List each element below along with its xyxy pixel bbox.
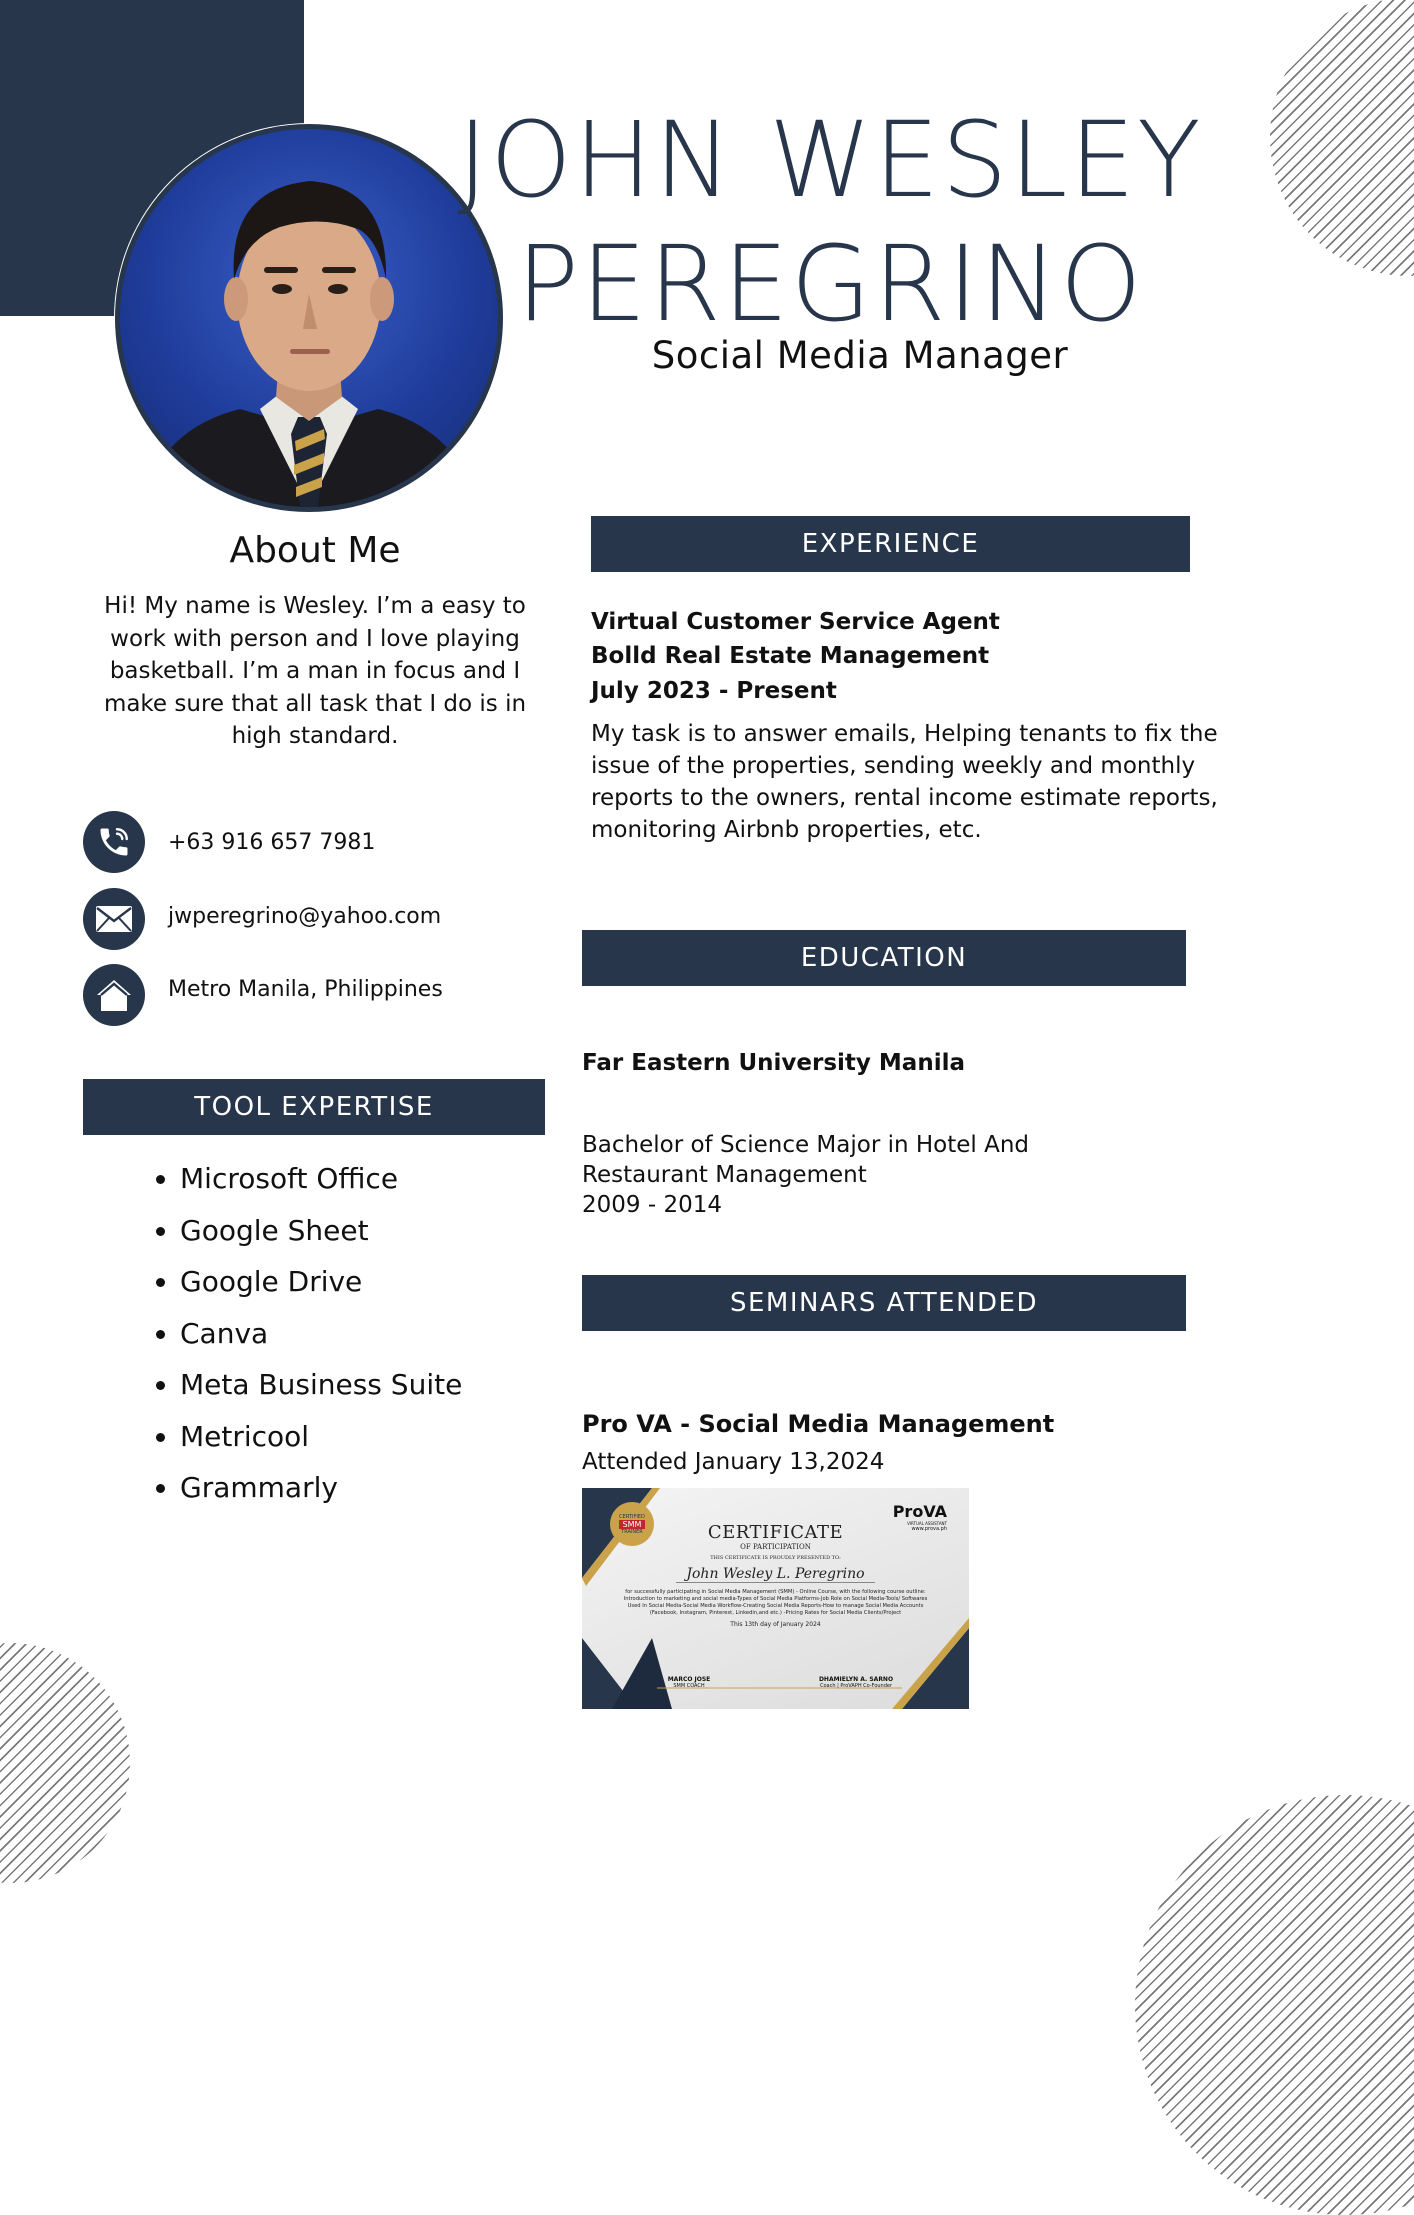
experience-company: Bolld Real Estate Management (591, 643, 990, 669)
seminar-title: Pro VA - Social Media Management (582, 1410, 1055, 1438)
badge-top: CERTIFIED (619, 1513, 645, 1520)
contact-address (83, 964, 145, 1026)
signer-2-name: DHAMIELYN A. SARNO (818, 1676, 894, 1683)
signature-2 (796, 1676, 916, 1689)
certificate-image (582, 1488, 969, 1709)
tools-list (140, 1158, 462, 1519)
experience-heading: EXPERIENCE (591, 516, 1190, 572)
hatch-circle-left (0, 1643, 130, 1883)
mail-icon (95, 904, 133, 934)
about-heading: About Me (229, 530, 401, 571)
brand-name: ProVA (892, 1502, 947, 1521)
job-title: Social Media Manager (651, 334, 1069, 377)
experience-dates: July 2023 - Present (591, 678, 837, 704)
badge-mid: SMM (619, 1520, 646, 1529)
signer-1-role: SMM COACH (673, 1683, 705, 1689)
education-school: Far Eastern University Manila (582, 1050, 965, 1076)
education-heading: EDUCATION (582, 930, 1186, 986)
brand-sub: VIRTUAL ASSISTANT (907, 1521, 947, 1526)
cert-title: CERTIFICATE (707, 1522, 844, 1543)
experience-description: My task is to answer emails, Helping tenants to fix the issue of the properties, sending weekly and monthly reports to the owners, rental income estimate reports, monitoring Airbnb properties, etc. (591, 721, 1218, 843)
list-item: • Microsoft Office (180, 1158, 462, 1210)
home-icon (95, 977, 133, 1013)
phone-icon (96, 824, 132, 860)
experience-role: Virtual Customer Service Agent (591, 609, 1000, 635)
list-item: • Metricool (180, 1416, 462, 1468)
contact-email (83, 888, 145, 950)
contact-address-text: Metro Manila, Philippines (168, 977, 443, 1002)
cert-presented: THIS CERTIFICATE IS PROUDLY PRESENTED TO: (710, 1555, 841, 1561)
list-item: • Grammarly (180, 1467, 462, 1519)
name-line-1: JOHN WESLEY (457, 99, 1203, 221)
list-item: • Google Drive (180, 1261, 462, 1313)
cert-recipient: John Wesley L. Peregrino (676, 1566, 874, 1583)
tools-heading: TOOL EXPERTISE (83, 1079, 545, 1135)
signature-1 (644, 1676, 734, 1689)
cert-date: This 13th day of January 2024 (730, 1621, 821, 1628)
about-text: Hi! My name is Wesley. I’m a easy to work with person and I love playing basketball. I’m a man in focus and I make sure that all task that I do is in high standard. (103, 593, 527, 749)
seminar-attended: Attended January 13,2024 (582, 1449, 885, 1475)
cert-subtitle: OF PARTICIPATION (740, 1543, 811, 1551)
certificate-text (622, 1522, 929, 1628)
contact-phone-text: +63 916 657 7981 (168, 830, 376, 855)
signer-1-name: MARCO JOSE (667, 1676, 711, 1683)
contact-email-text: jwperegrino@yahoo.com (168, 904, 442, 929)
badge-bottom: TRAINER (621, 1528, 643, 1535)
hatch-circle-top-right (1270, 0, 1414, 276)
name-line-2: PEREGRINO (516, 223, 1144, 345)
hatch-circle-bottom-right (1135, 1795, 1414, 2215)
seminars-heading: SEMINARS ATTENDED (582, 1275, 1186, 1331)
contact-phone (83, 811, 145, 873)
cert-body: for successfully participating in Social Media Management (SMM) - Online Course, with the following course outline: Introduction to marketing and social media-Types of Social Media Platforms-Job Role on Social Media-Tools/ Softwares Used In Social Media-Social Media Workflow-Creating Social Media Reports-How to manage Social Media Accounts (Facebook, Instagram, Pinterest, Linkedin,and etc.) -Pricing Rates for Social Media Clients/Project (623, 1589, 928, 1616)
list-item: • Meta Business Suite (180, 1364, 462, 1416)
list-item: • Google Sheet (180, 1210, 462, 1262)
signer-2-role: Coach | ProVAPH Co-Founder (819, 1683, 893, 1689)
list-item: • Canva (180, 1313, 462, 1365)
brand-url: www.prova.ph (911, 1526, 947, 1532)
education-degree: Bachelor of Science Major in Hotel And Restaurant Management (582, 1132, 1030, 1188)
education-years: 2009 - 2014 (582, 1192, 722, 1218)
